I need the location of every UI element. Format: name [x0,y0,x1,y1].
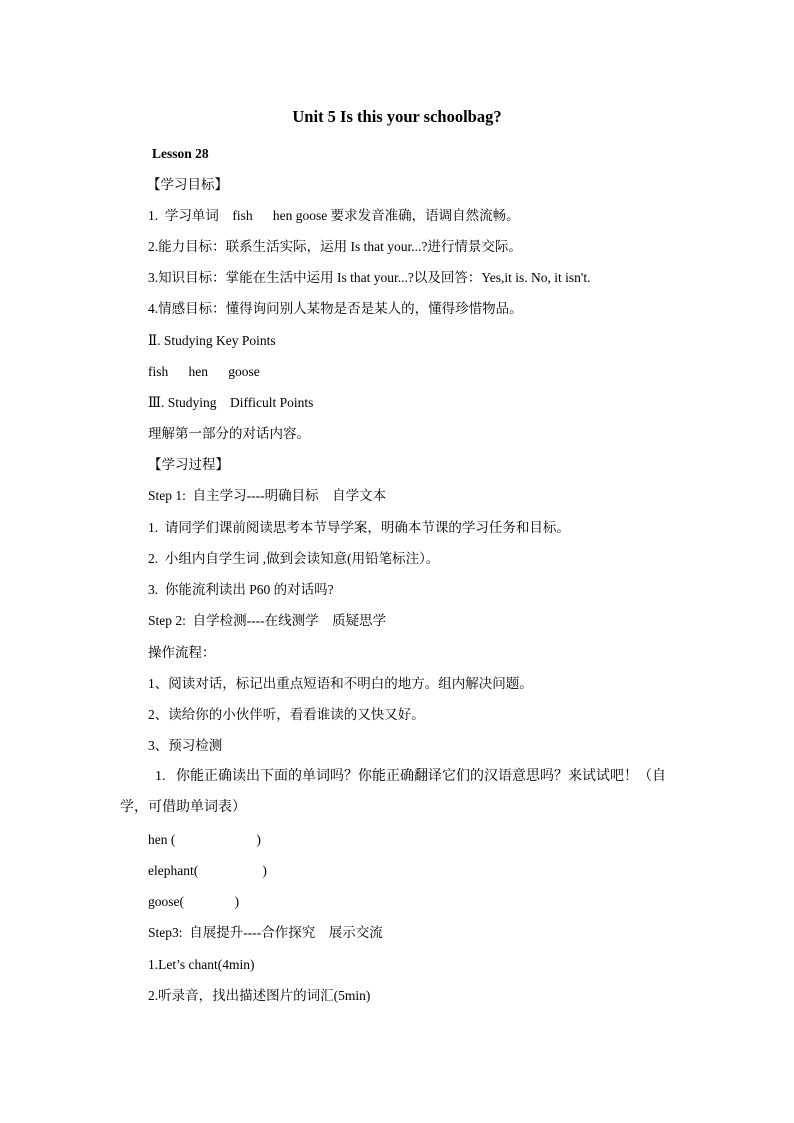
preview-question-cont: 学，可借助单词表） [120,800,246,815]
objectives-heading: 【学习目标】 [147,177,228,192]
step1-item: 1. 请同学们课前阅读思考本节导学案，明确本节课的学习任务和目标。 [148,520,570,535]
difficult-points-text: 理解第一部分的对话内容。 [148,426,310,441]
operation-item: 2、读给你的小伙伴听，看看谁读的又快又好。 [148,707,425,722]
blank-hen: hen ( ) [148,832,261,847]
key-points-heading: Ⅱ. Studying Key Points [148,333,276,348]
operation-item: 3、预习检测 [148,738,223,753]
step3-item: 1.Let’s chant(4min) [148,957,255,972]
step1-item: 2. 小组内自学生词 ,做到会读知意(用铅笔标注）。 [148,551,440,566]
difficult-points-heading: Ⅲ. Studying Difficult Points [148,395,314,410]
lesson-label: Lesson 28 [152,146,209,161]
objective-item: 1. 学习单词 fish hen goose 要求发音准确，语调自然流畅。 [148,208,520,223]
operation-item: 1、阅读对话，标记出重点短语和不明白的地方。组内解决问题。 [148,676,533,691]
objective-item: 2.能力目标：联系生活实际，运用 Is that your...?进行情景交际。 [148,239,522,254]
key-points-words: fish hen goose [148,364,260,379]
document-title: Unit 5 Is this your schoolbag? [292,107,502,126]
step1-item: 3. 你能流利读出 P60 的对话吗? [148,582,334,597]
objective-item: 3.知识目标：掌能在生活中运用 Is that your...?以及回答：Yes,it is. No, it isn't. [148,270,591,285]
preview-question: 1. 你能正确读出下面的单词吗？你能正确翻译它们的汉语意思吗？来试试吧！（自 [155,769,666,784]
step1-heading: Step 1: 自主学习----明确目标 自学文本 [148,488,387,503]
blank-elephant: elephant( ) [148,863,267,878]
operation-heading: 操作流程： [148,645,216,660]
step2-heading: Step 2: 自学检测----在线测学 质疑思学 [148,613,387,628]
objective-item: 4.情感目标：懂得询问别人某物是否是某人的，懂得珍惜物品。 [148,301,523,316]
blank-goose: goose( ) [148,894,240,909]
process-heading: 【学习过程】 [148,457,229,472]
step3-item: 2.听录音，找出描述图片的词汇(5min) [148,988,371,1003]
step3-heading: Step3: 自展提升----合作探究 展示交流 [148,925,383,940]
